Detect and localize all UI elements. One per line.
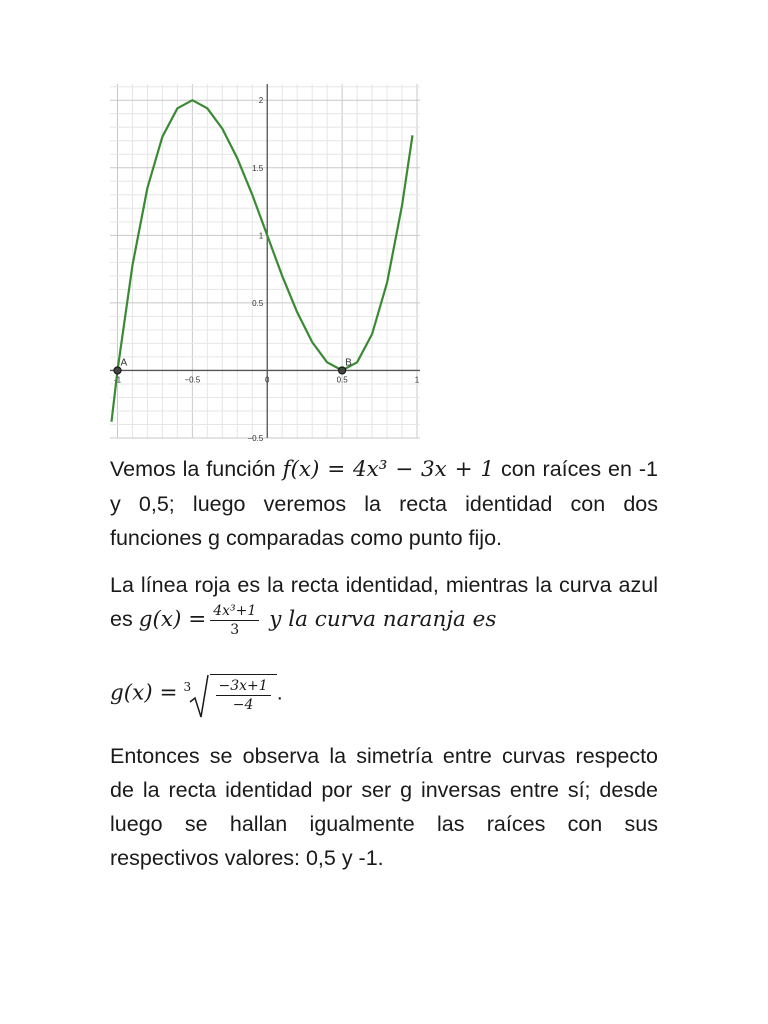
x-tick-label: 1 xyxy=(414,375,420,385)
paragraph-4: Entonces se observa la simetría entre curvas respecto de la recta identidad por ser g inversas entre sí; desde luego se hallan igualmente las raíces con sus respectivos valores: 0,5 y -1. xyxy=(110,744,658,870)
point-label: B xyxy=(345,357,352,369)
y-tick-label: 0.5 xyxy=(252,298,264,308)
y-tick-label: 1 xyxy=(258,231,264,241)
graph-grid xyxy=(110,84,420,438)
graph-axes xyxy=(110,84,420,438)
y-tick-label: 1.5 xyxy=(252,163,264,173)
p1-text-b: con raíces en -1 y 0,5; luego veremos la recta identidad con dos funciones g comparadas como punto fijo. xyxy=(110,457,658,550)
function-curve xyxy=(112,100,413,422)
cube-root xyxy=(184,674,277,714)
p2-text-a: La línea roja es la recta identidad, mientras la curva azul es xyxy=(110,573,658,632)
p3-fraction xyxy=(216,677,271,714)
graph-curves xyxy=(112,100,413,422)
x-tick-label: 0.5 xyxy=(336,375,348,385)
paragraph-1 xyxy=(110,452,658,555)
y-tick-label: 2 xyxy=(258,96,264,106)
p2-g-lhs: g(x) = xyxy=(138,607,207,633)
p2-fraction xyxy=(210,602,259,639)
graph-points xyxy=(114,357,352,374)
p3-fraction-denominator: −4 xyxy=(232,697,254,713)
p1-text-a: Vemos la función xyxy=(110,457,276,481)
x-tick-label: −0.5 xyxy=(184,375,201,385)
p2-fraction-denominator: 3 xyxy=(230,622,240,638)
p3-g-lhs: g(x) = xyxy=(110,680,178,706)
paragraph-2 xyxy=(110,568,658,639)
radical-sign xyxy=(190,674,210,718)
p3-period: . xyxy=(276,680,283,705)
root-index: 3 xyxy=(183,680,192,694)
p2-tail: y la curva naranja es xyxy=(269,607,497,633)
function-graph xyxy=(110,84,420,443)
p2-fraction-numerator: 4x³+1 xyxy=(210,602,259,621)
x-tick-label: -1 xyxy=(113,375,122,385)
paragraph-3 xyxy=(110,674,658,714)
p3-fraction-numerator: −3x+1 xyxy=(216,677,271,696)
point-label: A xyxy=(120,357,128,369)
p1-formula: f(x) = 4x³ − 3x + 1 xyxy=(282,457,495,482)
x-tick-label: 0 xyxy=(265,375,270,385)
y-tick-label: −0.5 xyxy=(247,434,264,443)
radicand xyxy=(210,674,277,714)
